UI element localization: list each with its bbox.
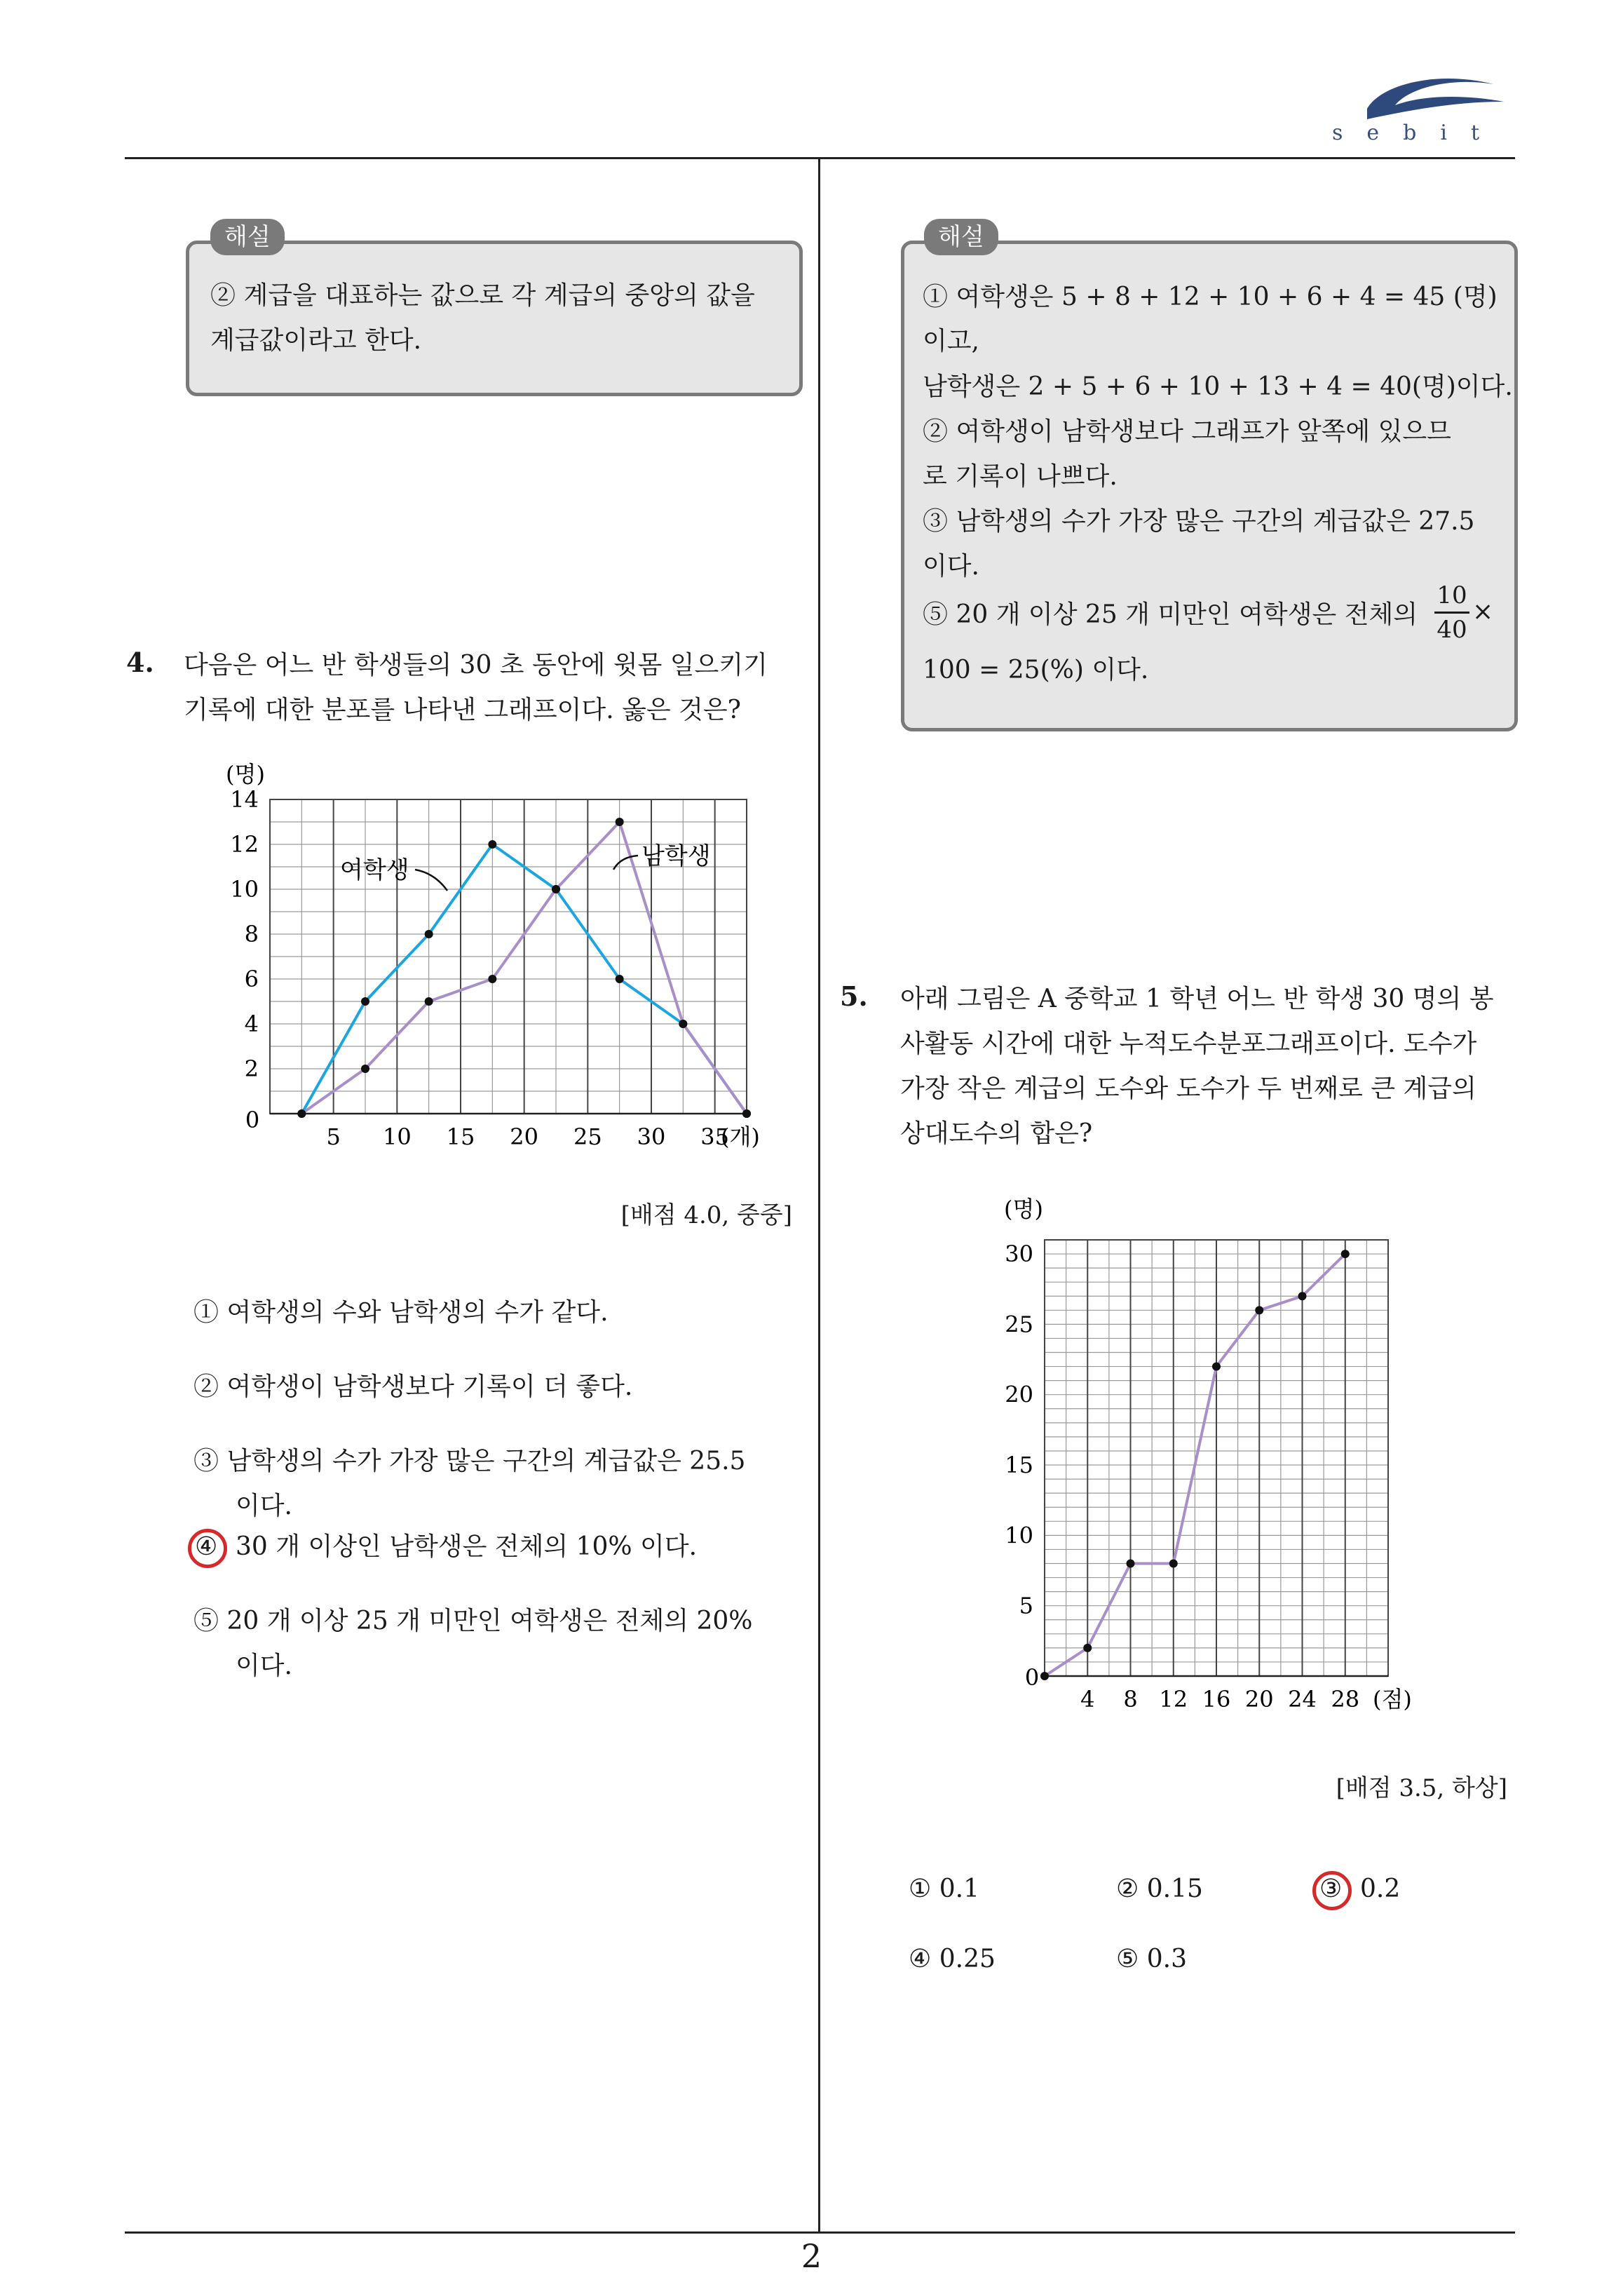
y-tick-label: 2 [244,1055,259,1082]
data-point [1212,1363,1221,1371]
right-solution-line: ① 여학생은 5 + 8 + 12 + 10 + 6 + 4 = 45 (명) [923,283,1498,311]
x-tick-label: 28 [1331,1686,1360,1713]
series-label-girls: 여학생 [340,856,409,884]
series-label-boys: 남학생 [641,842,711,870]
question-5-score: [배점 3.5, 하상] [1336,1774,1507,1802]
data-point [1298,1292,1307,1300]
data-point [425,930,433,938]
right-solution-line: 남학생은 2 + 5 + 6 + 10 + 13 + 4 = 40(명)이다. [923,372,1513,401]
q4-frequency-polygon-chart [203,757,778,1150]
left-solution-line: 계급값이라고 한다. [210,326,422,355]
data-point [742,1109,751,1118]
x-axis-label: (점) [1373,1686,1412,1713]
question-5-line: 아래 그림은 A 중학교 1 학년 어느 반 학생 30 명의 봉 [900,985,1494,1013]
q4-option-2[interactable]: ② 여학생이 남학생보다 기록이 더 좋다. [193,1372,633,1401]
question-4-line: 다음은 어느 반 학생들의 30 초 동안에 윗몸 일으키기 [184,651,768,680]
data-point [297,1109,306,1118]
y-axis-label: (명) [226,761,265,788]
q4-option-5[interactable]: ⑤ 20 개 이상 25 개 미만인 여학생은 전체의 20% [193,1607,753,1635]
y-tick-label: 6 [244,966,259,992]
q4-option-1[interactable]: ① 여학생의 수와 남학생의 수가 같다. [193,1298,609,1327]
right-solution-line: ② 여학생이 남학생보다 그래프가 앞쪽에 있으므 [923,417,1451,446]
q4-option-4[interactable]: 30 개 이상인 남학생은 전체의 10% 이다. [236,1532,698,1561]
question-4-line: 기록에 대한 분포를 나타낸 그래프이다. 옳은 것은? [184,696,741,724]
fraction-denominator: 40 [1437,616,1467,644]
y-tick-label: 10 [230,876,259,903]
data-point [1127,1559,1135,1567]
y-tick-label: 0 [1024,1664,1040,1691]
y-tick-label: 4 [244,1011,259,1037]
y-tick-label: 10 [1005,1522,1033,1549]
x-tick-label: 25 [573,1123,602,1150]
data-point [616,975,624,983]
footer-rule [125,2231,1515,2234]
data-point [616,818,624,826]
times-sign: × [1472,597,1494,626]
x-tick-label: 35 [700,1123,730,1150]
x-tick-label: 20 [510,1123,539,1150]
y-tick-label: 0 [245,1107,260,1133]
data-point [361,997,369,1006]
data-point [1169,1559,1178,1567]
question-5-line: 상대도수의 합은? [900,1119,1093,1148]
q5-cumulative-frequency-chart [982,1192,1430,1718]
x-tick-label: 20 [1244,1686,1274,1713]
data-point [1341,1250,1350,1258]
data-point [552,885,560,893]
left-solution-tag: 해설 [210,219,285,255]
logo-text: sebit [1332,121,1504,145]
q4-option-4-symbol[interactable]: ④ [195,1532,218,1561]
right-solution-line: 이다. [923,552,979,581]
question-5-number: 5. [840,980,868,1012]
x-tick-label: 24 [1288,1686,1317,1713]
q5-option-4[interactable]: ④ 0.25 [909,1945,996,1973]
x-axis-label: (개) [721,1123,760,1150]
y-tick-label: 5 [1019,1592,1033,1619]
y-tick-label: 20 [1005,1381,1033,1408]
data-point [1040,1672,1049,1680]
y-tick-label: 15 [1005,1452,1033,1479]
q5-option-2[interactable]: ② 0.15 [1116,1875,1203,1903]
y-tick-label: 30 [1005,1241,1033,1268]
data-point [1255,1306,1263,1314]
right-solution-line: 이고, [923,327,979,356]
q5-option-5[interactable]: ⑤ 0.3 [1116,1945,1187,1973]
y-tick-label: 12 [230,831,259,858]
fraction-numerator: 10 [1434,579,1469,614]
x-tick-label: 16 [1202,1686,1231,1713]
data-point [488,840,496,849]
q4-option-3-cont: 이다. [236,1492,292,1520]
column-divider [818,157,820,2231]
x-tick-label: 15 [446,1123,475,1150]
x-tick-label: 12 [1159,1686,1188,1713]
data-point [1083,1644,1092,1652]
leader-line [415,870,447,891]
question-5-line: 사활동 시간에 대한 누적도수분포그래프이다. 도수가 [900,1029,1477,1058]
x-tick-label: 10 [382,1123,412,1150]
y-axis-label: (명) [1004,1196,1043,1222]
data-point [679,1020,687,1028]
y-tick-label: 14 [230,786,259,813]
data-point [488,975,496,983]
right-solution-tag: 해설 [924,219,998,255]
x-tick-label: 30 [637,1123,666,1150]
right-solution-line: ③ 남학생의 수가 가장 많은 구간의 계급값은 27.5 [923,507,1475,536]
q4-option-3[interactable]: ③ 남학생의 수가 가장 많은 구간의 계급값은 25.5 [193,1447,746,1475]
right-solution-line: 로 기록이 나쁘다. [923,462,1118,491]
right-solution-line: 100 = 25(%) 이다. [923,656,1149,684]
x-tick-label: 4 [1080,1686,1095,1713]
fraction [1434,579,1469,646]
data-point [425,997,433,1006]
y-tick-label: 25 [1005,1311,1033,1338]
q5-option-1[interactable]: ① 0.1 [909,1875,979,1903]
question-4-score: [배점 4.0, 중중] [620,1201,792,1229]
x-tick-label: 5 [326,1123,341,1150]
q5-option-3[interactable]: 0.2 [1360,1875,1401,1903]
x-tick-label: 8 [1123,1686,1138,1713]
question-5-line: 가장 작은 계급의 도수와 도수가 두 번째로 큰 계급의 [900,1074,1476,1103]
right-solution-line: ⑤ 20 개 이상 25 개 미만인 여학생은 전체의 [923,600,1418,629]
q5-option-3-symbol[interactable]: ③ [1319,1875,1343,1903]
page-number: 2 [801,2237,822,2275]
q4-option-5-cont: 이다. [236,1652,292,1680]
question-4-number: 4. [126,647,154,678]
y-tick-label: 8 [244,921,259,947]
left-solution-line: ② 계급을 대표하는 값으로 각 계급의 중앙의 값을 [210,281,755,310]
data-point [361,1065,369,1073]
